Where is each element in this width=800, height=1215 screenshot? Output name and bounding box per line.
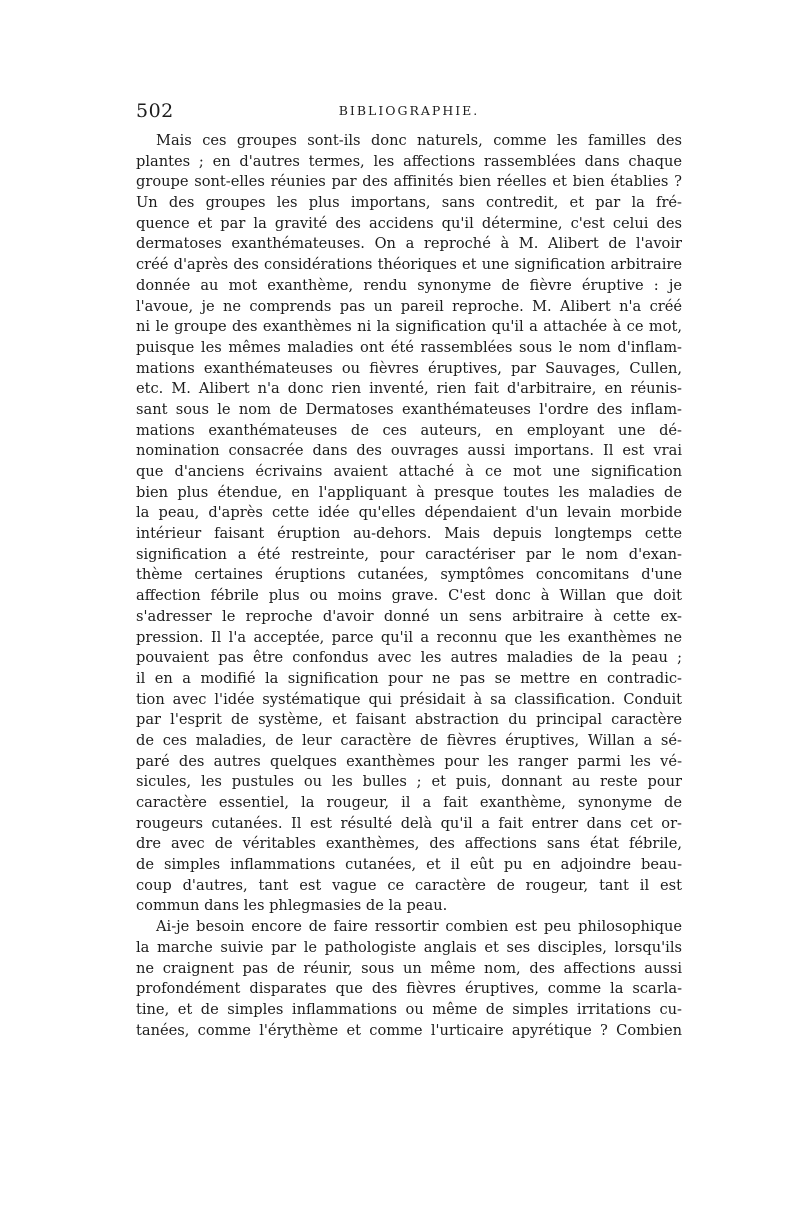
text-line: pouvaient pas être confondus avec les autres maladies de la peau ;	[136, 649, 682, 667]
text-line: coup d'autres, tant est vague ce caractère de rougeur, tant il est	[136, 876, 682, 894]
text-line: sant sous le nom de Dermatoses exanthémateuses l'ordre des inflam-	[136, 400, 682, 418]
text-line: la peau, d'après cette idée qu'elles dépendaient d'un levain morbide	[136, 504, 682, 522]
running-title: BIBLIOGRAPHIE.	[338, 103, 480, 118]
text-line: par l'esprit de système, et faisant abstraction du principal caractère	[136, 711, 682, 729]
text-line: bien plus étendue, en l'appliquant à presque toutes les maladies de	[136, 483, 682, 501]
text-line: Un des groupes les plus importans, sans contredit, et par la fré-	[136, 194, 682, 212]
body-text	[136, 131, 682, 1041]
text-line: rougeurs cutanées. Il est résulté delà qu'il a fait entrer dans cet or-	[136, 814, 682, 832]
text-line: Ai-je besoin encore de faire ressortir combien est peu philosophique	[156, 918, 682, 936]
text-line: mations exanthémateuses ou fièvres éruptives, par Sauvages, Cullen,	[136, 359, 682, 377]
text-line: mations exanthémateuses de ces auteurs, en employant une dé-	[136, 421, 682, 439]
text-line: profondément disparates que des fièvres éruptives, comme la scarla-	[136, 980, 682, 998]
text-line: que d'anciens écrivains avaient attaché à ce mot une signification	[136, 463, 682, 480]
text-line: la marche suivie par le pathologiste anglais et ses disciples, lorsqu'ils	[136, 938, 682, 956]
text-line: affection fébrile plus ou moins grave. C'est donc à Willan que doit	[136, 587, 682, 605]
text-line: groupe sont-elles réunies par des affinités bien réelles et bien établies ?	[136, 173, 682, 191]
text-line: puisque les mêmes maladies ont été rassemblées sous le nom d'inflam-	[136, 338, 682, 356]
text-line: dre avec de véritables exanthèmes, des affections sans état fébrile,	[136, 835, 682, 853]
text-line: tine, et de simples inflammations ou même de simples irritations cu-	[136, 1000, 682, 1018]
text-line: plantes ; en d'autres termes, les affections rassemblées dans chaque	[136, 152, 682, 170]
page-number: 502	[136, 100, 174, 122]
text-line: commun dans les phlegmasies de la peau.	[136, 897, 448, 915]
text-line: de simples inflammations cutanées, et il eût pu en adjoindre beau-	[136, 856, 682, 874]
text-line: quence et par la gravité des accidens qu'il détermine, c'est celui des	[136, 214, 682, 232]
text-line: tion avec l'idée systématique qui présidait à sa classification. Conduit	[136, 690, 682, 708]
text-line: nomination consacrée dans des ouvrages aussi importans. Il est vrai	[136, 442, 682, 460]
text-line: sicules, les pustules ou les bulles ; et puis, donnant au reste pour	[136, 773, 682, 791]
text-line: l'avoue, je ne comprends pas un pareil reproche. M. Alibert n'a créé	[136, 297, 682, 315]
text-line: il en a modifié la signification pour ne pas se mettre en contradic-	[136, 669, 682, 687]
text-line: paré des autres quelques exanthèmes pour les ranger parmi les vé-	[136, 752, 682, 770]
text-line: tanées, comme l'érythème et comme l'urticaire apyrétique ? Combien	[136, 1021, 682, 1039]
text-line: signification a été restreinte, pour caractériser par le nom d'exan-	[136, 545, 682, 563]
text-line: etc. M. Alibert n'a donc rien inventé, rien fait d'arbitraire, en réunis-	[136, 380, 682, 398]
text-line: ne craignent pas de réunir, sous un même nom, des affections aussi	[136, 959, 682, 977]
text-line: s'adresser le reproche d'avoir donné un sens arbitraire à cette ex-	[136, 607, 682, 625]
text-line: ni le groupe des exanthèmes ni la signification qu'il a attachée à ce mot,	[136, 318, 682, 336]
running-head	[136, 100, 682, 122]
text-line: de ces maladies, de leur caractère de fièvres éruptives, Willan a sé-	[136, 731, 682, 749]
text-line: thème certaines éruptions cutanées, symptômes concomitans d'une	[136, 566, 682, 584]
text-line: donnée au mot exanthème, rendu synonyme de fièvre éruptive : je	[136, 276, 682, 294]
text-line: Mais ces groupes sont-ils donc naturels, comme les familles des	[156, 132, 682, 149]
text-line: créé d'après des considérations théoriques et une signification arbitraire	[136, 256, 682, 274]
text-line: intérieur faisant éruption au-dehors. Mais depuis longtemps cette	[136, 525, 682, 543]
text-line: dermatoses exanthémateuses. On a reproché à M. Alibert de l'avoir	[136, 235, 682, 253]
text-line: pression. Il l'a acceptée, parce qu'il a reconnu que les exanthèmes ne	[136, 628, 682, 646]
text-line: caractère essentiel, la rougeur, il a fait exanthème, synonyme de	[136, 794, 682, 811]
